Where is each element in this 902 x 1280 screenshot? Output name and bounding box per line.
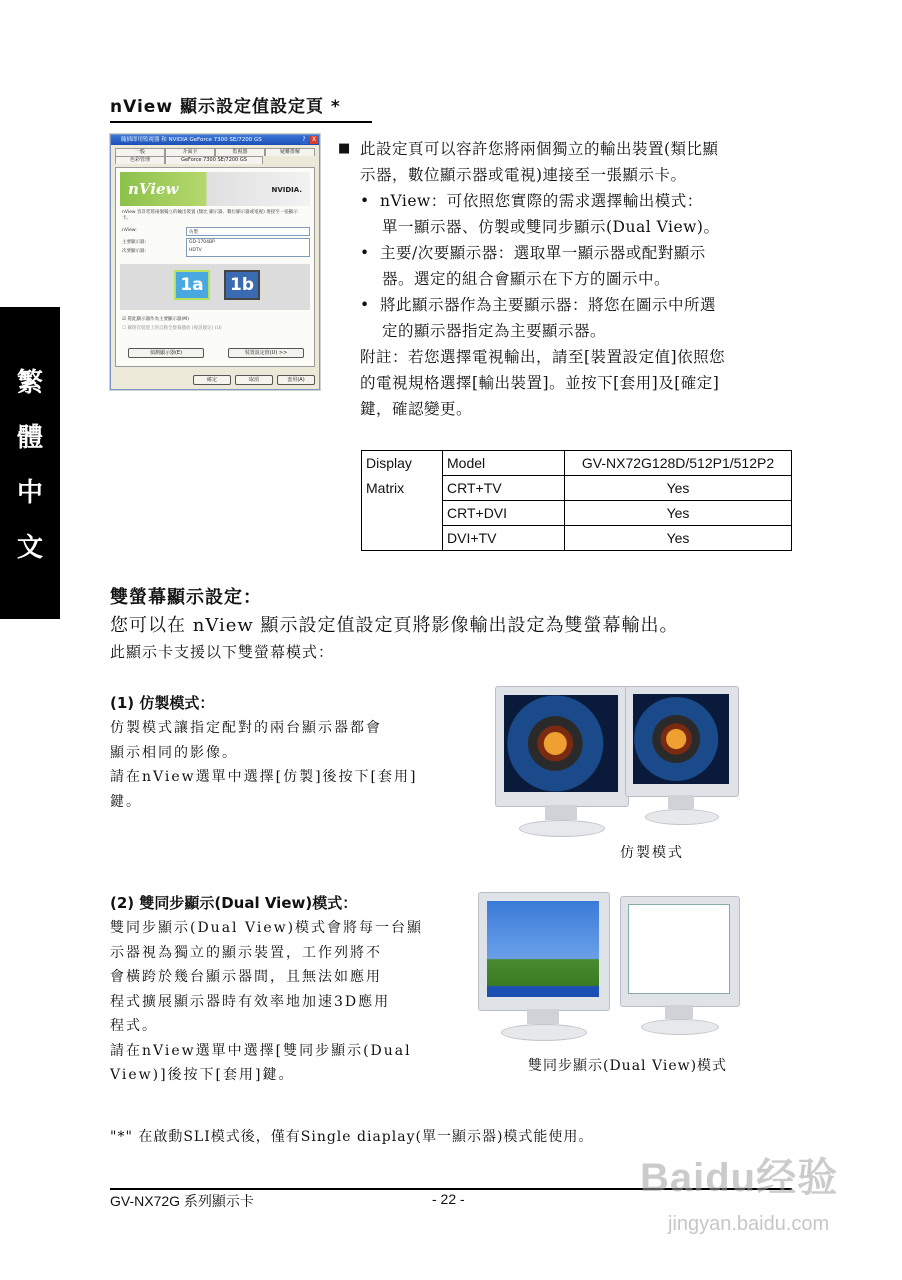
dualview-monitor-left [478,892,608,1042]
checkbox-auto-fullscreen: ☐ 關閉次裝置上的自動全螢幕播放 (視訊鏡定) (U) [122,326,222,331]
matrix-label-empty [362,526,443,551]
display-matrix-table [361,450,792,551]
checkbox-primary-label: 將此顯示器作為主要顯示器(M) [127,317,189,322]
header-model: Model [443,451,565,476]
mode-cell: CRT+DVI [443,501,565,526]
tab-monitor: 監視器 [215,148,265,156]
display-list [186,238,310,257]
dual-display-intro: 您可以在 nView 顯示設定值設定頁將影像輸出設定為雙螢幕輸出。 [110,615,679,636]
footer-product-name: GV-NX72G 系列顯示卡 [110,1193,254,1209]
monitor-1a: 1a [174,270,210,300]
secondary-value: HDTV [189,248,202,253]
table-row [362,451,792,476]
clone-mode-caption: 仿製模式 [620,845,684,861]
dual-display-title: 雙螢幕顯示設定： [110,587,262,608]
dialog-titlebar [111,135,319,145]
intro-line: 示器，數位顯示器或電視)連接至一張顯示卡。 [360,166,687,184]
tab-adapter: 介面卡 [165,148,215,156]
nview-mode-value: 仿製 [189,230,198,235]
dialog-tabs [115,148,315,164]
dialog-panel [115,167,315,367]
dualview-mode-title: (2) 雙同步顯示(Dual View)模式： [110,894,358,912]
nview-dialog-screenshot [110,134,320,390]
nview-mode-select [186,227,310,236]
primary-value: GD-1704BP [189,240,215,245]
dialog-title: 隨插即用監視器 和 NVIDIA GeForce 7300 SE/7200 GS [121,137,262,143]
mode-cell: DVI+TV [443,526,565,551]
language-side-tab [0,307,60,619]
dualview-monitor-right [620,896,738,1036]
cancel-button: 取消 [235,375,273,385]
bullet-item: • nView：可依照您實際的需求選擇輸出模式： [340,188,790,214]
value-cell: Yes [565,476,792,501]
ok-button: 確定 [193,375,231,385]
mode-cell: CRT+TV [443,476,565,501]
note-line: 附註：若您選擇電視輸出，請至[裝置設定值]依照您 [360,348,726,366]
help-icon: ? [300,136,308,144]
side-tab-char: 文 [16,533,43,563]
close-icon: X [311,136,317,143]
apply-button: 套用(A) [277,375,315,385]
value-cell: Yes [565,526,792,551]
bullet-dot-icon: • [360,296,370,314]
tab-troubleshoot: 疑難排解 [265,148,315,156]
monitor-1b: 1b [224,270,260,300]
monitor-preview-area [120,264,310,310]
intro-line: ■ 此設定頁可以容許您將兩個獨立的輸出裝置(類比顯 [340,136,790,162]
secondary-label: 次要顯示器: [122,249,147,254]
nview-banner [120,172,310,206]
matrix-label-1: Display [362,451,443,476]
table-row [362,476,792,501]
note-line: 鍵，確認變更。 [360,400,473,418]
nview-label: nView: [122,228,137,233]
checkbox-auto-label: 關閉次裝置上的自動全螢幕播放 (視訊鏡定) (U) [127,326,222,331]
side-tab-char: 體 [16,423,43,453]
tab-general: 一般 [115,148,165,156]
dualview-mode-text: 雙同步顯示(Dual View)模式會將每一台顯 示器視為獨立的顯示裝置，工作列將不 會橫跨於幾台顯示器間，且無法如應用 程式擴展顯示器時有效率地加速3D應用 程式。 請在nView選單中選擇[雙同步顯示(Dual View)]後按下[套用]鍵。 [110,920,424,1083]
section-title: nView 顯示設定值設定頁 * [110,92,372,123]
side-tab-char: 繁 [16,368,43,398]
side-tab-char: 中 [16,478,43,508]
bullet-dot-icon: • [360,192,370,210]
bullet-item-cont: 單一顯示器、仿製或雙同步顯示(Dual View)。 [382,218,720,236]
sli-footnote: "*" 在啟動SLI模式後，僅有Single diaplay(單一顯示器)模式能使用。 [110,1129,594,1145]
matrix-label-empty [362,501,443,526]
page-number: - 22 - [432,1191,465,1207]
nview-description [340,136,790,422]
table-row [362,526,792,551]
nvidia-logo: NVIDIA. [271,186,302,194]
note-line: 的電視規格選擇[輸出裝置]。並按下[套用]及[確定] [360,374,720,392]
tab-geforce: GeForce 7300 SE/7200 GS [165,156,263,164]
baidu-watermark-logo: Baidu经验 [640,1156,839,1200]
detect-displays-button: 偵測顯示器(E) [128,348,204,358]
bullet-item-cont: 定的顯示器指定為主要顯示器。 [382,322,607,340]
clone-mode-text: 仿製模式讓指定配對的兩台顯示器都會 顯示相同的影像。 請在nView選單中選擇[仿製]後按下[套用] 鍵。 [110,720,418,810]
device-settings-button: 裝置設定值(U) >> [228,348,304,358]
clone-monitor-right [625,686,737,826]
dialog-desc: nView 容許您將兩個獨立的輸出裝置 (類比 顯示器、數位顯示器或電視) 連接至一張顯示卡。 [122,210,298,221]
baidu-watermark-url: jingyan.baidu.com [668,1213,830,1235]
bullet-dot-icon: • [360,244,370,262]
bullet-item: • 主要/次要顯示器：選取單一顯示器或配對顯示 [340,240,790,266]
square-bullet-icon: ■ [338,141,351,156]
tab-color: 色彩管理 [115,156,165,164]
table-row [362,501,792,526]
value-cell: Yes [565,501,792,526]
bullet-item: • 將此顯示器作為主要顯示器：將您在圖示中所選 [340,292,790,318]
primary-label: 主要顯示器: [122,240,147,245]
checkbox-primary: ☑ 將此顯示器作為主要顯示器(M) [122,317,189,322]
clone-monitor-left [495,686,627,838]
nview-logo: nView [128,180,179,198]
matrix-label-2: Matrix [362,476,443,501]
dual-display-support: 此顯示卡支援以下雙螢幕模式： [110,643,335,661]
dualview-mode-caption: 雙同步顯示(Dual View)模式 [528,1058,728,1074]
bullet-item-cont: 器。選定的組合會顯示在下方的圖示中。 [382,270,671,288]
header-card: GV-NX72G128D/512P1/512P2 [565,451,792,476]
clone-mode-title: (1) 仿製模式： [110,694,215,712]
